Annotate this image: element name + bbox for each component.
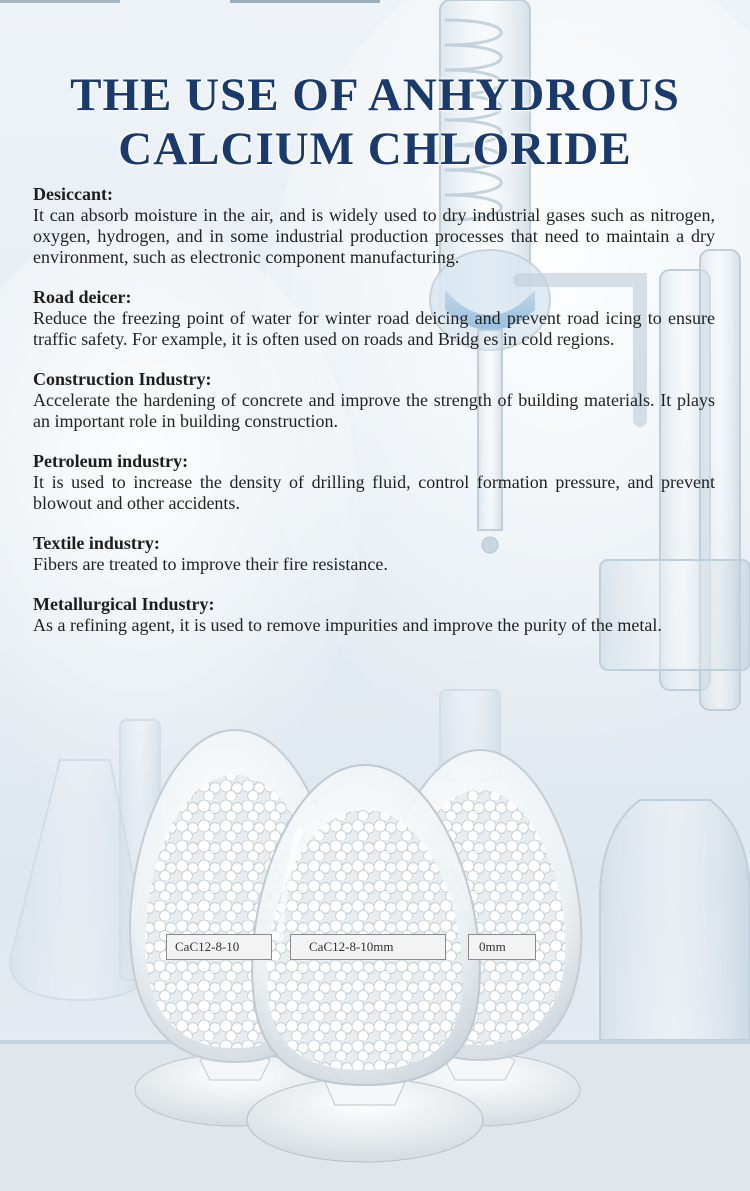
section-metallurgical-industry	[33, 594, 715, 636]
section-road-deicer	[33, 287, 715, 350]
section-construction-industry	[33, 369, 715, 432]
page-title-line-2: CALCIUM CHLORIDE	[118, 123, 632, 175]
section-heading: Petroleum industry:	[33, 451, 189, 471]
product-label-left: CaC12-8-10	[166, 934, 272, 960]
section-body: As a refining agent, it is used to remove impurities and improve the purity of the metal.	[33, 615, 662, 635]
section-body: It is used to increase the density of drilling fluid, control formation pressure, and prevent blowout and other accidents.	[33, 472, 715, 513]
section-heading: Desiccant:	[33, 184, 113, 204]
section-heading: Metallurgical Industry:	[33, 594, 215, 614]
section-body: Accelerate the hardening of concrete and improve the strength of building materials. It plays an important role in building construction.	[33, 390, 715, 431]
section-textile-industry	[33, 533, 715, 575]
page-title	[0, 68, 750, 176]
product-label-center: CaC12-8-10mm	[290, 934, 446, 960]
product-label-right: 0mm	[468, 934, 536, 960]
section-desiccant	[33, 184, 715, 268]
section-heading: Construction Industry:	[33, 369, 212, 389]
section-heading: Textile industry:	[33, 533, 160, 553]
section-body: It can absorb moisture in the air, and is widely used to dry industrial gases such as nitrogen, oxygen, hydrogen, and in some industrial production processes that need to maintain a dry environment, such as electronic component manufacturing.	[33, 205, 715, 267]
section-heading: Road deicer:	[33, 287, 132, 307]
section-body: Fibers are treated to improve their fire resistance.	[33, 554, 388, 574]
page-title-line-1: THE USE OF ANHYDROUS	[70, 69, 680, 121]
section-petroleum-industry	[33, 451, 715, 514]
section-body: Reduce the freezing point of water for winter road deicing and prevent road icing to ensure traffic safety. For example, it is often used on roads and Bridg es in cold regions.	[33, 308, 715, 349]
uses-list	[33, 184, 715, 655]
